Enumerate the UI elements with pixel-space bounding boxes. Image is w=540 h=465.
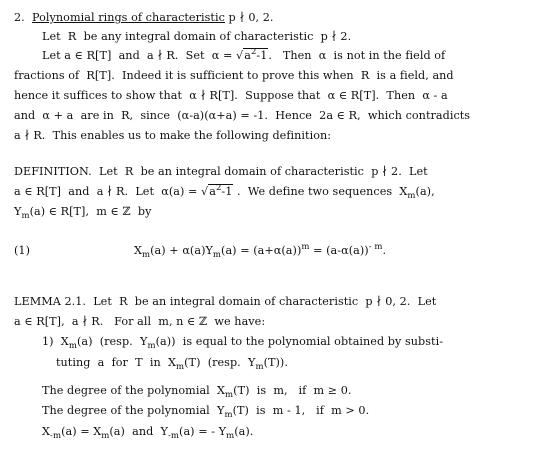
para1-line4: hence it suffices to show that α ∤ R[T]. Suppose that α ∈ R[T]. Then α - a: [14, 89, 448, 102]
lemma-degree-x: The degree of the polynomial $X_m(T)$ is m, if m ≥ 0.: [42, 384, 352, 400]
para1-line5: and α + a are in R, since (α-a)(α+a) = -1. Hence 2a ∈ R, which contradicts: [14, 109, 471, 122]
lemma-degree-y: The degree of the polynomial $Y_m(T)$ is m - 1, if m > 0.: [42, 404, 370, 420]
para1-line3: fractions of R[T]. Indeed it is sufficient to prove this when R is a field, and: [14, 69, 454, 82]
sqrt-expression: $√a^2-1$: [236, 47, 268, 62]
lemma-item1: 1) $X_m(a)$ (resp. $Y_m(a)$) is equal to the polynomial obtained by substi-: [42, 335, 444, 351]
para1-line2: Let a ∈ R[T] and a ∤ R. Set $\alpha = √a^2-1$. Then α is not in the field of: [42, 47, 446, 62]
para1-line6: a ∤ R. This enables us to make the following definition:: [14, 129, 332, 142]
equation-1: $X_m(a) + \alpha(a)Y_m(a) = (a+\alpha(a))^m = (a-\alpha(a))^{- m}$.: [134, 242, 387, 260]
lemma-item1-cont: tuting a for T in $X_m(T)$ (resp. $Y_m(T)$).: [56, 356, 288, 372]
definition-line1: DEFINITION. Let R be an integral domain of characteristic p ∤ 2. Let: [14, 165, 428, 178]
section-number: 2.: [14, 11, 25, 24]
para1-line1: Let R be any integral domain of characteristic p ∤ 2.: [42, 30, 352, 43]
definition-line2: a ∈ R[T] and a ∤ R. Let $\alpha(a) = √a^2-1$ . We define two sequences $X_m(a)$,: [14, 183, 435, 201]
section-title-tail: p ∤ 0, 2.: [224, 11, 274, 24]
lemma-line1: LEMMA 2.1. Let R be an integral domain of characteristic p ∤ 0, 2. Let: [14, 295, 437, 308]
definition-line3: $Y_m(a)$ ∈ R[T], m ∈ ℤ by: [14, 205, 152, 221]
lemma-symmetry: $X_{-m}(a) = X_m(a)$ and $Y_{-m}(a)$ = - $Y_m(a)$.: [42, 425, 254, 441]
lemma-line2: a ∈ R[T], a ∤ R. For all m, n ∈ ℤ we have:: [14, 315, 266, 328]
section-heading: [14, 12, 274, 23]
equation-label: (1): [14, 244, 30, 257]
section-title: Polynomial rings of characteristic: [32, 11, 225, 24]
sqrt-expression-2: $√a^2-1$: [201, 183, 233, 198]
